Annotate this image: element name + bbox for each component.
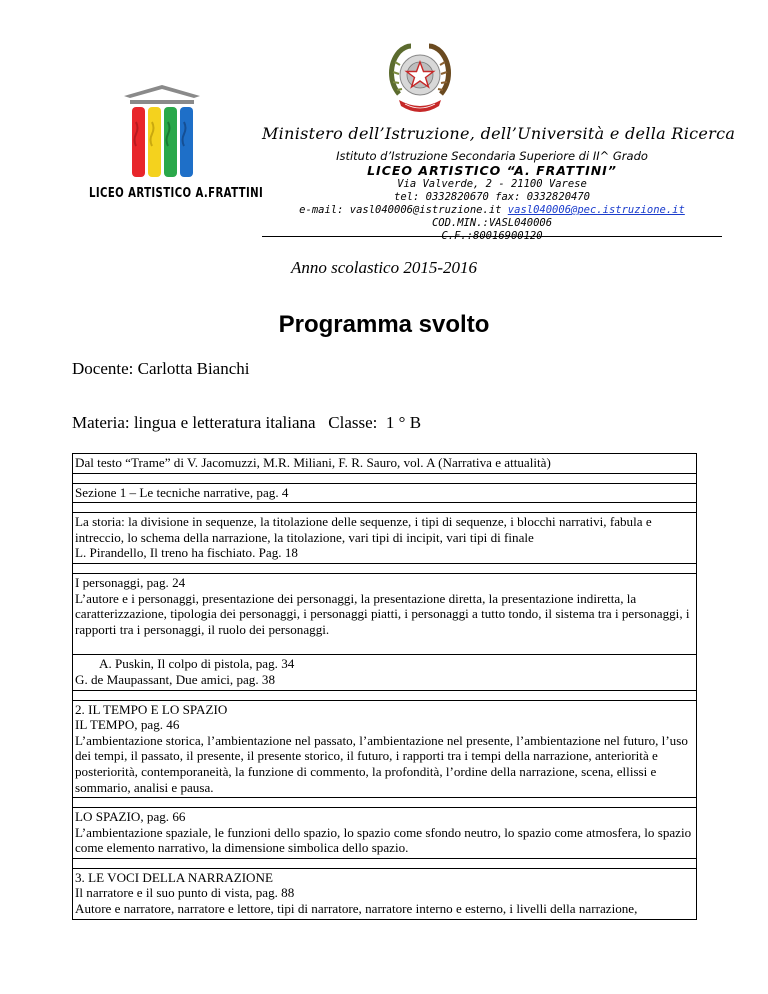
chapter-heading: 3. LE VOCI DELLA NARRAZIONE bbox=[75, 869, 273, 885]
logo-text: LICEO ARTISTICO A.FRATTINI bbox=[89, 186, 264, 201]
textbook-line: Dal testo “Trame” di V. Jacomuzzi, M.R. Miliani, F. R. Sauro, vol. A (Narrativa e attualità) bbox=[75, 455, 551, 470]
topic-text: L’ambientazione spaziale, le funzioni dello spazio, lo spazio come sfondo neutro, lo spazio come atmosfera, lo spazio come elemento narrativo, la dimensione simbolica dello spazio. bbox=[75, 824, 692, 856]
spacer-row bbox=[73, 503, 697, 513]
pec-link[interactable]: vasl040006@pec.istruzione.it bbox=[507, 204, 685, 216]
table-row bbox=[73, 573, 697, 654]
chapter-heading: 2. IL TEMPO E LO SPAZIO bbox=[75, 701, 228, 717]
table-cell bbox=[73, 454, 697, 474]
school-year: Anno scolastico 2015-2016 bbox=[290, 258, 478, 277]
reading-text: A. Puskin, Il colpo di pistola, pag. 34 bbox=[99, 656, 295, 672]
school-info bbox=[262, 149, 722, 243]
school-email bbox=[262, 204, 722, 217]
section-heading: I personaggi, pag. 24 bbox=[75, 574, 186, 590]
table-row bbox=[73, 454, 697, 474]
spacer-row bbox=[73, 858, 697, 868]
table-row bbox=[73, 700, 697, 798]
institute-type: Istituto d’Istruzione Secondaria Superiore di II^ Grado bbox=[336, 149, 648, 163]
section-heading: LO SPAZIO, pag. 66 bbox=[75, 809, 186, 825]
program-table bbox=[72, 453, 697, 920]
topic-text: La storia: la divisione in sequenze, la titolazione delle sequenze, i tipi di sequenze, i blocchi narrativi, fabula e intreccio, lo schema della narrazione, la titolazione, vari tipi di incipit, vari tipi di finale bbox=[75, 514, 652, 545]
section-heading: IL TEMPO, pag. 46 bbox=[75, 717, 180, 733]
reading-text: L. Pirandello, Il treno ha fischiato. Pag. 18 bbox=[75, 545, 298, 561]
spacer-row bbox=[73, 798, 697, 808]
table-cell bbox=[73, 868, 697, 919]
header-divider bbox=[262, 236, 722, 237]
school-name: LICEO ARTISTICO “A. FRATTINI” bbox=[367, 163, 617, 178]
table-row bbox=[73, 655, 697, 690]
table-cell bbox=[73, 655, 697, 690]
repubblica-italiana-emblem-icon bbox=[385, 42, 455, 122]
section-heading: Il narratore e il suo punto di vista, pag. 88 bbox=[75, 885, 295, 901]
spacer-row bbox=[73, 690, 697, 700]
school-address: Via Valverde, 2 - 21100 Varese bbox=[397, 178, 587, 190]
topic-text: Autore e narratore, narratore e lettore, tipi di narratore, narratore interno e esterno, i livelli della narrazione, bbox=[75, 901, 638, 917]
cod-min: COD.MIN.:VASL040006 bbox=[431, 217, 553, 229]
section-heading: Sezione 1 – Le tecniche narrative, pag. 4 bbox=[75, 484, 289, 500]
table-row bbox=[73, 513, 697, 564]
topic-text: L’autore e i personaggi, presentazione dei personaggi, la presentazione diretta, la presentazione indiretta, la caratterizzazione, tipologia dei personaggi, i personaggi piatti, i personaggi a tutto tondo, il sistema tra i personaggi, i rapporti tra i personaggi, il ruolo dei personaggi. bbox=[75, 590, 690, 637]
spacer-row bbox=[73, 563, 697, 573]
table-cell bbox=[73, 483, 697, 503]
table-row bbox=[73, 808, 697, 859]
table-cell bbox=[73, 808, 697, 859]
topic-text: L’ambientazione storica, l’ambientazione nel passato, l’ambientazione nel presente, l’ambientazione nel futuro, l’uso dei tempi, il passato, il presente, il presente storico, il futuro, i rapporti tra i tempi della narrazione, anteriorità e posteriorità, contemporaneità, la funzione di commento, la profondità, l’ordine della narrazione, scena, ellissi e sommario, analisi e pausa. bbox=[75, 732, 688, 795]
table-cell bbox=[73, 573, 697, 654]
spacer-row bbox=[73, 473, 697, 483]
email-label: e-mail: vasl040006@istruzione.it bbox=[299, 204, 502, 216]
table-cell bbox=[73, 513, 697, 564]
table-row bbox=[73, 483, 697, 503]
school-phone: tel: 0332820670 fax: 0332820470 bbox=[394, 191, 590, 203]
ministry-name: Ministero dell’Istruzione, dell’Università e della Ricerca bbox=[262, 124, 736, 143]
codice-fiscale: C.F.:80016900120 bbox=[441, 230, 543, 242]
teacher-line: Docente: Carlotta Bianchi bbox=[72, 359, 250, 378]
reading-text: G. de Maupassant, Due amici, pag. 38 bbox=[75, 671, 275, 687]
table-cell bbox=[73, 700, 697, 798]
table-row bbox=[73, 868, 697, 919]
subject-line: Materia: lingua e letteratura italiana Classe: 1 ° B bbox=[72, 413, 422, 432]
page-title: Programma svolto bbox=[278, 311, 490, 338]
